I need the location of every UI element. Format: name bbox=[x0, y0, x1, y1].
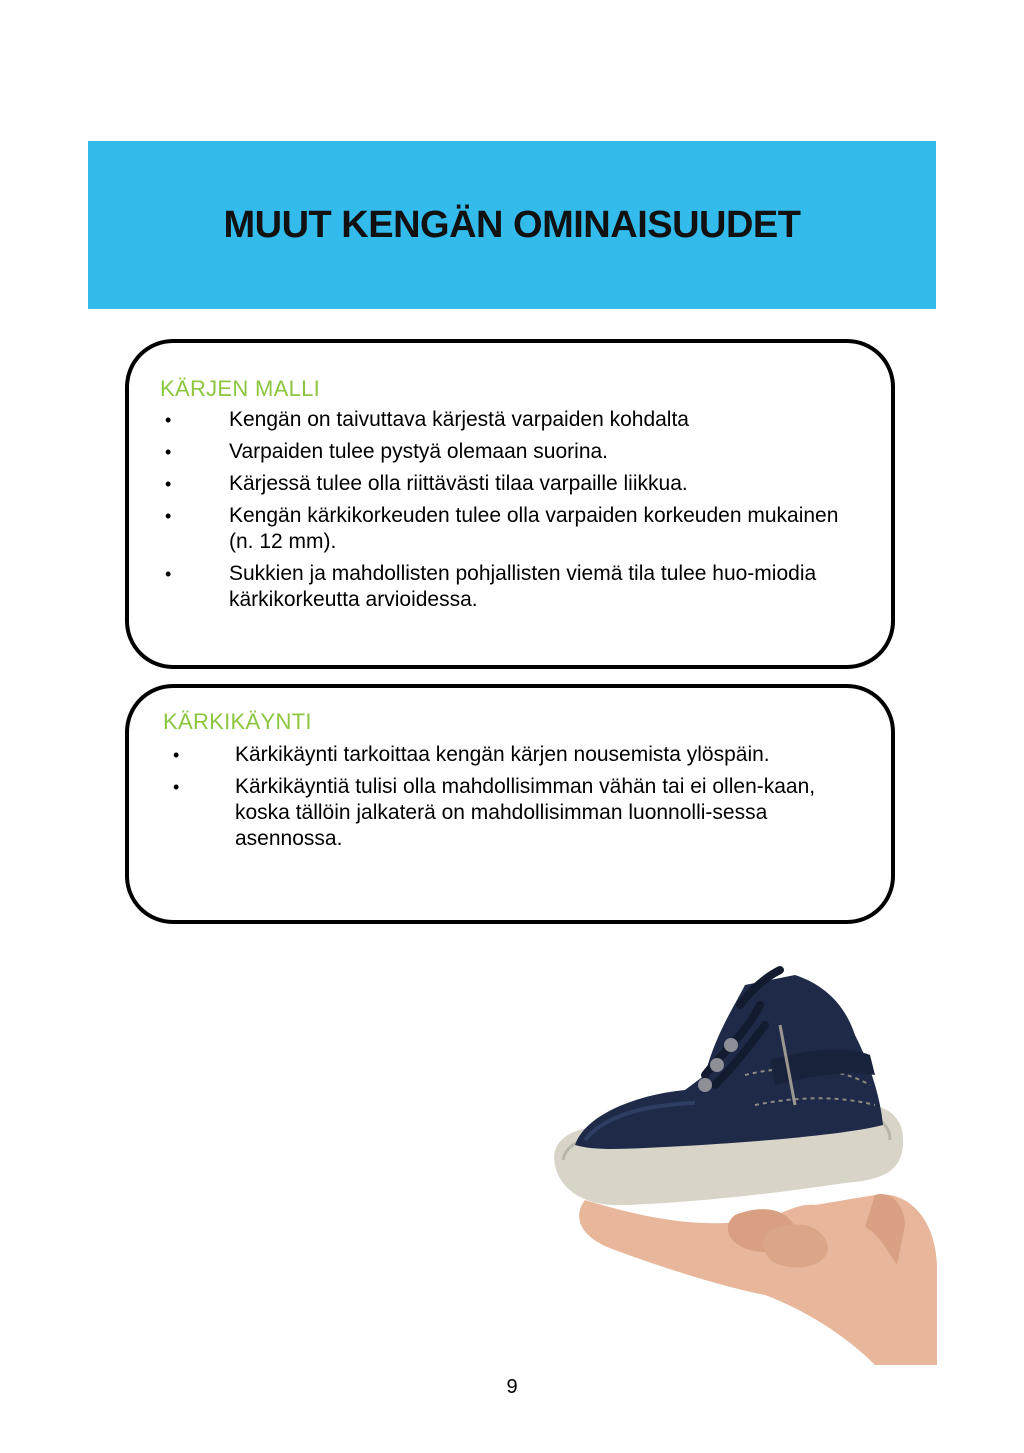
list-item: • Kärjessä tulee olla riittävästi tilaa varpaille liikkua. bbox=[165, 472, 688, 495]
page-number: 9 bbox=[506, 1376, 518, 1398]
bullet-icon: • bbox=[165, 564, 172, 584]
bullet-icon: • bbox=[165, 442, 172, 462]
bullet-list bbox=[159, 407, 839, 619]
list-item: • Kärkikäyntiä tulisi olla mahdollisimman vähän tai ei ollen-kaan, koska tällöin jalkaterä on mahdollisimman luonnolli-sessa asennossa. bbox=[173, 775, 816, 850]
list-item: • Kärkikäynti tarkoittaa kengän kärjen nousemista ylöspäin. bbox=[173, 743, 770, 766]
section-box-karjen-malli bbox=[125, 339, 895, 669]
bullet-icon: • bbox=[165, 410, 172, 430]
section-heading: KÄRKIKÄYNTI bbox=[163, 709, 312, 734]
title-banner bbox=[88, 141, 936, 309]
page-title: MUUT KENGÄN OMINAISUUDET bbox=[223, 203, 801, 246]
section-box-karkikaynti bbox=[125, 684, 895, 924]
shoe-in-hand-photo bbox=[545, 965, 940, 1365]
section-heading: KÄRJEN MALLI bbox=[160, 376, 321, 401]
bullet-icon: • bbox=[165, 506, 172, 526]
bullet-icon: • bbox=[165, 474, 172, 494]
bullet-icon: • bbox=[173, 777, 180, 797]
bullet-icon: • bbox=[173, 745, 180, 765]
list-item: • Varpaiden tulee pystyä olemaan suorina. bbox=[165, 440, 609, 463]
bullet-list bbox=[167, 742, 857, 858]
list-item: • Sukkien ja mahdollisten pohjallisten viemä tila tulee huo-miodia kärkikorkeutta arvioidessa. bbox=[165, 562, 817, 611]
list-item: • Kengän kärkikorkeuden tulee olla varpaiden korkeuden mukainen (n. 12 mm). bbox=[165, 504, 839, 553]
list-item: • Kengän on taivuttava kärjestä varpaiden kohdalta bbox=[165, 408, 689, 431]
